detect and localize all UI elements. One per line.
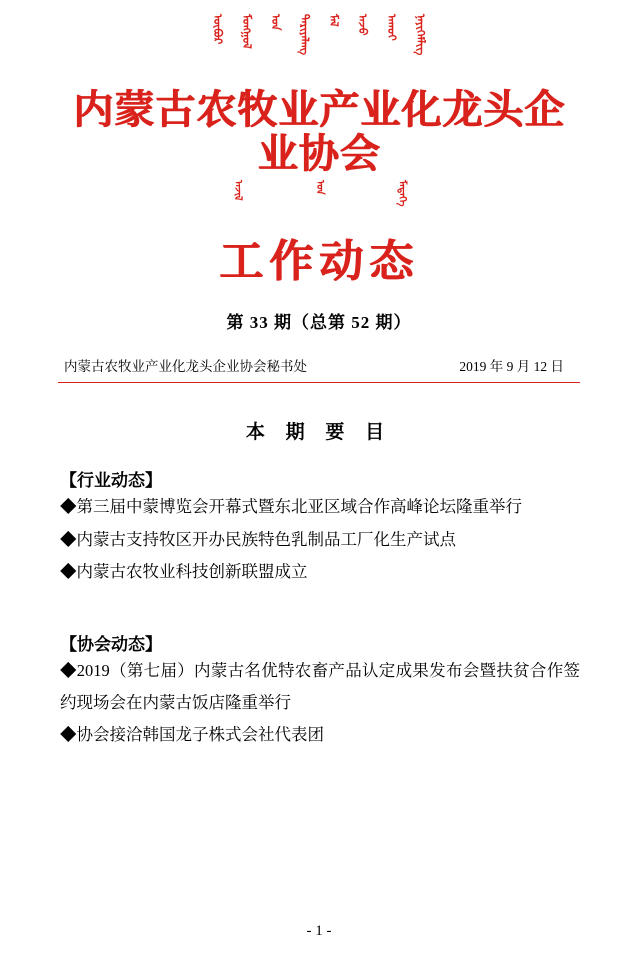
contents-section-association: [58, 630, 580, 752]
header-divider: [58, 382, 580, 383]
list-item[interactable]: ◆协会接洽韩国龙子株式会社代表团: [60, 725, 324, 745]
mongolian-word: ᠮᠡᠳᠡᠭᠡ: [395, 180, 408, 207]
mongolian-word: ᠨᠡᠶᠢᠭᠡᠮᠯᠢᠭ: [413, 14, 428, 56]
mongolian-word: ᠲᠠᠷᠢᠶᠠᠯᠠᠩ: [297, 14, 312, 56]
issue-number: 第 33 期（总第 52 期）: [226, 313, 412, 333]
mongolian-word: ᠮᠣᠩᠭᠣᠯ: [239, 14, 254, 49]
publication-date: 2019 年 9 月 12 日: [459, 359, 564, 375]
organization-title: 内蒙古农牧业产业化龙头企业协会: [73, 88, 565, 176]
mongolian-word: ᠤᠨ: [268, 14, 283, 31]
mongolian-word: ᠤᠨ: [313, 180, 326, 195]
publisher-name: 内蒙古农牧业产业化龙头企业协会秘书处: [64, 359, 307, 375]
list-item[interactable]: ◆2019（第七届）内蒙古名优特农畜产品认定成果发布会暨扶贫合作签约现场会在内蒙古饭店隆重举行: [60, 660, 580, 713]
mongolian-word: ᠠᠬᠤᠢ: [384, 14, 399, 41]
section-spacer: [58, 588, 580, 608]
list-item[interactable]: ◆内蒙古支持牧区开办民族特色乳制品工厂化生产试点: [60, 529, 456, 549]
contents-section-industry: [58, 466, 580, 588]
section-heading: 【协会动态】: [60, 634, 162, 654]
contents-title: 本 期 要 目: [245, 422, 393, 444]
mongolian-word: ᠠᠵᠢᠯ: [231, 180, 244, 201]
publisher-row: [58, 355, 580, 375]
publication-title: 工作动态: [219, 237, 419, 286]
list-item[interactable]: ◆第三届中蒙博览会开幕式暨东北亚区域合作高峰论坛隆重举行: [60, 497, 522, 517]
mongolian-word: ᠥᠪᠥᠷ: [210, 14, 225, 45]
mongolian-header-mid: [58, 176, 580, 236]
list-item[interactable]: ◆内蒙古农牧业科技创新联盟成立: [60, 561, 308, 581]
mongolian-word: ᠮᠠᠯ: [326, 14, 341, 27]
section-heading: 【行业动态】: [60, 471, 162, 491]
mongolian-header-top: [58, 0, 580, 86]
mongolian-word: ᠠᠵᠤ: [355, 14, 370, 36]
page-number: - 1 -: [306, 923, 332, 939]
